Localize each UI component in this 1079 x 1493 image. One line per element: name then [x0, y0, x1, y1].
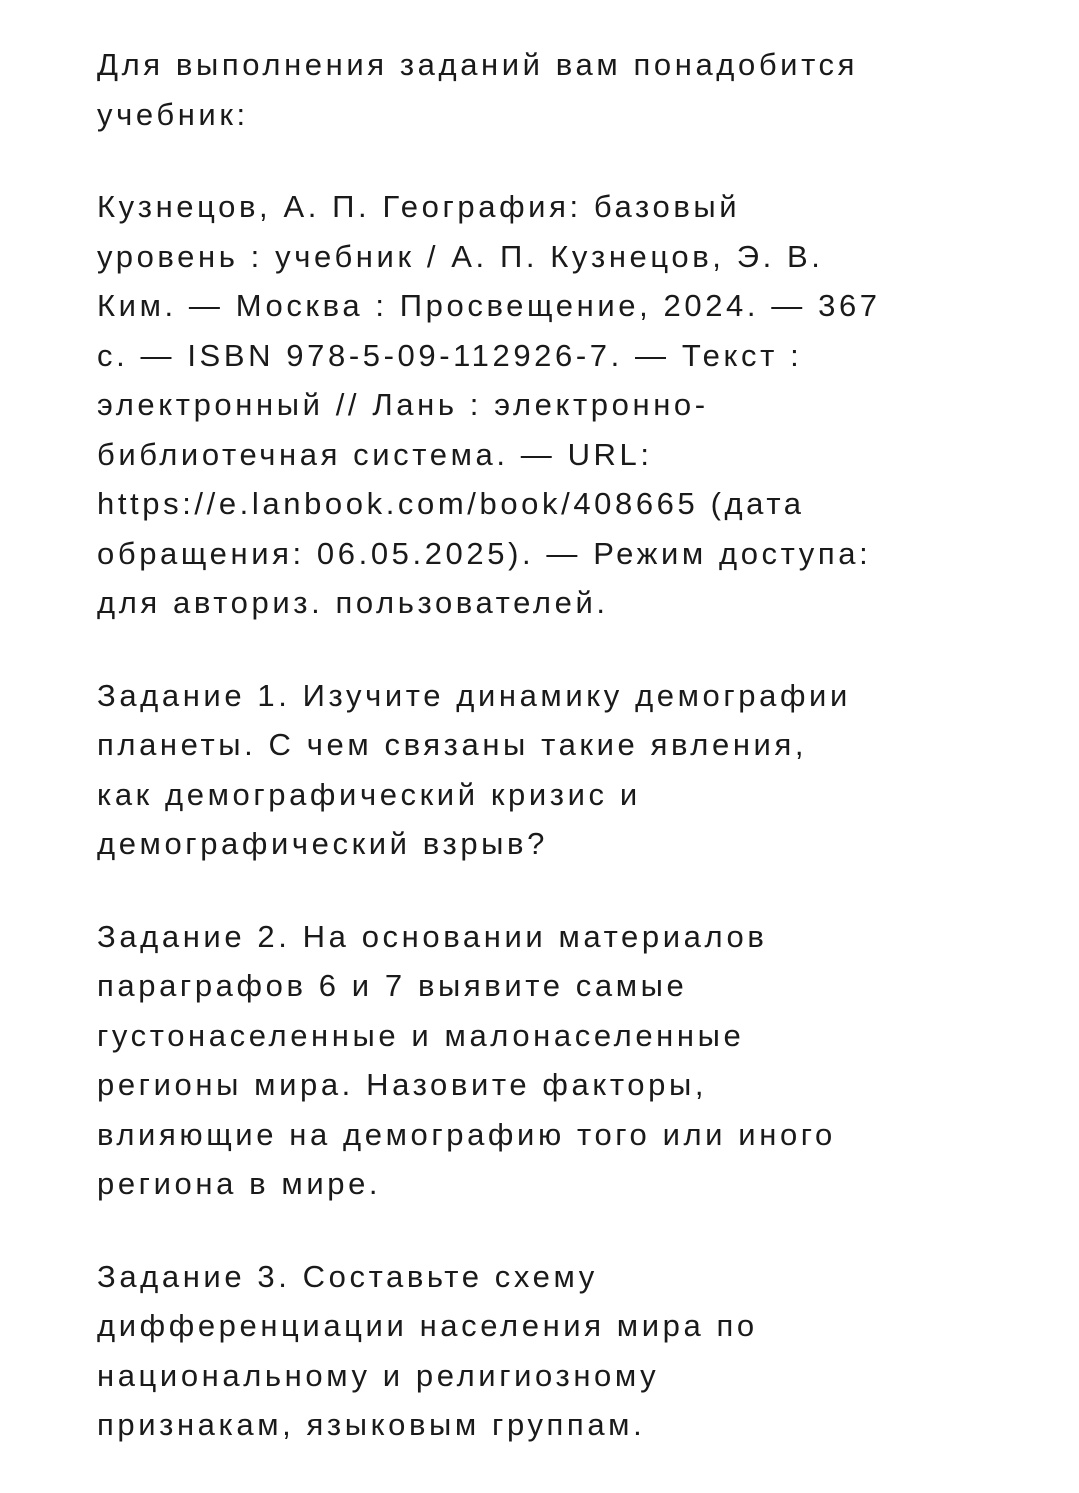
citation-line: для авториз. пользователей. — [97, 585, 609, 620]
task-line: Задание 1. Изучите динамику демографии — [97, 677, 851, 713]
citation-line: уровень : учебник / А. П. Кузнецов, Э. В. — [97, 238, 824, 274]
citation-url-line: https://e.lanbook.com/book/408665 (дата — [97, 486, 805, 521]
task-line: региона в мире. — [97, 1166, 382, 1201]
task-line: как демографический кризис и — [97, 776, 641, 812]
task-1-paragraph — [97, 671, 997, 869]
task-line: влияющие на демографию того или иного — [97, 1116, 836, 1152]
citation-paragraph — [97, 182, 997, 628]
citation-line: электронный // Лань : электронно- — [97, 387, 709, 422]
task-line: планеты. С чем связаны такие явления, — [97, 727, 808, 762]
task-line: Задание 2. На основании материалов — [97, 918, 768, 954]
task-line: демографический взрыв? — [97, 826, 548, 861]
intro-paragraph — [97, 40, 997, 139]
task-line: регионы мира. Назовите факторы, — [97, 1067, 708, 1102]
intro-line: Для выполнения заданий вам понадобится — [97, 47, 859, 82]
task-2-paragraph — [97, 912, 997, 1209]
task-line: Задание 3. Составьте схему — [97, 1258, 598, 1294]
citation-line: с. — ISBN 978-5-09-112926-7. — Текст : — [97, 337, 803, 373]
task-line: параграфов 6 и 7 выявите самые — [97, 968, 688, 1003]
citation-line: обращения: 06.05.2025). — Режим доступа: — [97, 535, 872, 571]
task-line: признакам, языковым группам. — [97, 1407, 646, 1442]
task-line: густонаселенные и малонаселенные — [97, 1017, 745, 1053]
intro-line: учебник: — [97, 96, 249, 132]
citation-line: Ким. — Москва : Просвещение, 2024. — 367 — [97, 288, 881, 323]
citation-line: библиотечная система. — URL: — [97, 436, 653, 472]
task-line: дифференциации населения мира по — [97, 1308, 758, 1343]
task-3-paragraph — [97, 1252, 997, 1450]
document-body — [97, 40, 997, 1493]
citation-line: Кузнецов, А. П. География: базовый — [97, 189, 741, 224]
clipped-heading-remnant — [0, 0, 1079, 12]
task-line: национальному и религиозному — [97, 1357, 660, 1393]
